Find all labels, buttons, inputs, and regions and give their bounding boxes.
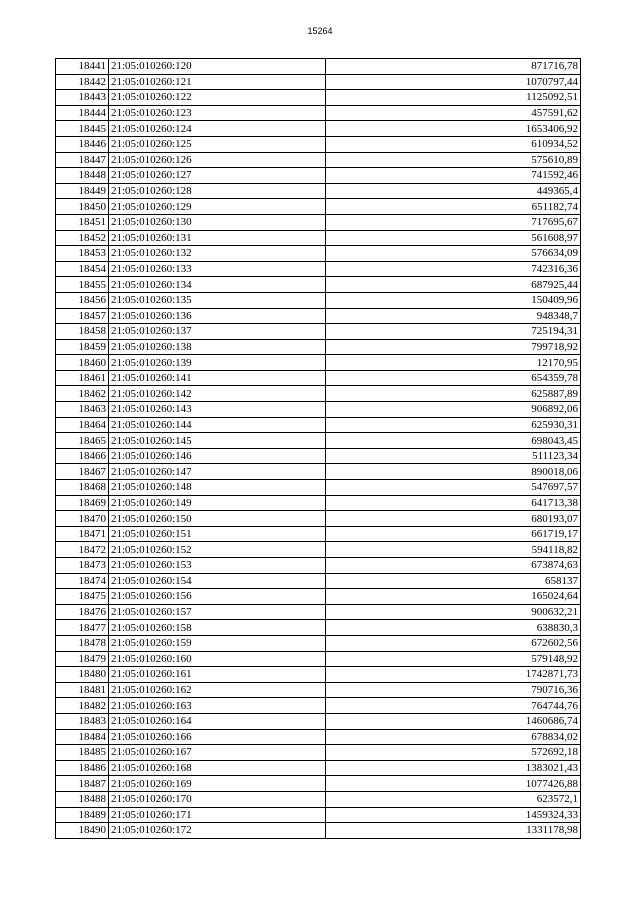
cadastral-number-cell: 21:05:010260:160	[109, 651, 326, 667]
row-number-cell: 18465	[56, 433, 109, 449]
row-number-cell: 18487	[56, 776, 109, 792]
value-cell: 698043,45	[326, 433, 581, 449]
row-number-cell: 18481	[56, 682, 109, 698]
cadastral-number-cell: 21:05:010260:167	[109, 745, 326, 761]
value-cell: 625887,89	[326, 386, 581, 402]
row-number-cell: 18480	[56, 667, 109, 683]
table-row	[56, 277, 581, 293]
row-number-cell: 18464	[56, 417, 109, 433]
row-number-cell: 18452	[56, 230, 109, 246]
value-cell: 890018,06	[326, 464, 581, 480]
row-number-cell: 18456	[56, 292, 109, 308]
page-number: 15264	[307, 26, 333, 36]
row-number-cell: 18450	[56, 199, 109, 215]
value-cell: 1383021,43	[326, 760, 581, 776]
table-row	[56, 168, 581, 184]
row-number-cell: 18472	[56, 542, 109, 558]
row-number-cell: 18478	[56, 635, 109, 651]
value-cell: 1077426,88	[326, 776, 581, 792]
cadastral-number-cell: 21:05:010260:125	[109, 136, 326, 152]
table-row	[56, 745, 581, 761]
cadastral-number-cell: 21:05:010260:121	[109, 74, 326, 90]
value-cell: 661719,17	[326, 526, 581, 542]
cadastral-number-cell: 21:05:010260:164	[109, 713, 326, 729]
cadastral-number-cell: 21:05:010260:151	[109, 526, 326, 542]
value-cell: 658137	[326, 573, 581, 589]
value-cell: 651182,74	[326, 199, 581, 215]
row-number-cell: 18460	[56, 355, 109, 371]
value-cell: 1742871,73	[326, 667, 581, 683]
table-row	[56, 620, 581, 636]
value-cell: 575610,89	[326, 152, 581, 168]
table-row	[56, 370, 581, 386]
cadastral-number-cell: 21:05:010260:157	[109, 604, 326, 620]
table-row	[56, 292, 581, 308]
row-number-cell: 18443	[56, 90, 109, 106]
value-cell: 1331178,98	[326, 823, 581, 839]
row-number-cell: 18448	[56, 168, 109, 184]
row-number-cell: 18469	[56, 495, 109, 511]
table-row	[56, 776, 581, 792]
row-number-cell: 18473	[56, 558, 109, 574]
cadastral-number-cell: 21:05:010260:127	[109, 168, 326, 184]
cadastral-number-cell: 21:05:010260:141	[109, 370, 326, 386]
cadastral-number-cell: 21:05:010260:163	[109, 698, 326, 714]
table-row	[56, 261, 581, 277]
table-row	[56, 308, 581, 324]
row-number-cell: 18471	[56, 526, 109, 542]
table-row	[56, 604, 581, 620]
table-row	[56, 807, 581, 823]
row-number-cell: 18490	[56, 823, 109, 839]
table-row	[56, 464, 581, 480]
row-number-cell: 18463	[56, 402, 109, 418]
value-cell: 900632,21	[326, 604, 581, 620]
value-cell: 638830,3	[326, 620, 581, 636]
row-number-cell: 18462	[56, 386, 109, 402]
value-cell: 871716,78	[326, 59, 581, 75]
table-row	[56, 448, 581, 464]
value-cell: 672602,56	[326, 635, 581, 651]
value-cell: 764744,76	[326, 698, 581, 714]
table-row	[56, 651, 581, 667]
cadastral-number-cell: 21:05:010260:144	[109, 417, 326, 433]
row-number-cell: 18458	[56, 324, 109, 340]
value-cell: 610934,52	[326, 136, 581, 152]
row-number-cell: 18489	[56, 807, 109, 823]
cadastral-number-cell: 21:05:010260:131	[109, 230, 326, 246]
value-cell: 572692,18	[326, 745, 581, 761]
table-row	[56, 667, 581, 683]
table-row	[56, 59, 581, 75]
table-row	[56, 713, 581, 729]
table-row	[56, 355, 581, 371]
table-row	[56, 121, 581, 137]
cadastral-number-cell: 21:05:010260:139	[109, 355, 326, 371]
table-row	[56, 199, 581, 215]
row-number-cell: 18479	[56, 651, 109, 667]
cadastral-number-cell: 21:05:010260:156	[109, 589, 326, 605]
table-row	[56, 90, 581, 106]
table-row	[56, 433, 581, 449]
cadastral-number-cell: 21:05:010260:128	[109, 183, 326, 199]
cadastral-number-cell: 21:05:010260:169	[109, 776, 326, 792]
value-cell: 641713,38	[326, 495, 581, 511]
table-row	[56, 698, 581, 714]
table-row	[56, 511, 581, 527]
cadastral-number-cell: 21:05:010260:170	[109, 791, 326, 807]
value-cell: 561608,97	[326, 230, 581, 246]
cadastral-number-cell: 21:05:010260:132	[109, 246, 326, 262]
row-number-cell: 18474	[56, 573, 109, 589]
cadastral-number-cell: 21:05:010260:171	[109, 807, 326, 823]
row-number-cell: 18451	[56, 214, 109, 230]
table-row	[56, 402, 581, 418]
row-number-cell: 18461	[56, 370, 109, 386]
cadastral-number-cell: 21:05:010260:134	[109, 277, 326, 293]
value-cell: 654359,78	[326, 370, 581, 386]
row-number-cell: 18467	[56, 464, 109, 480]
table-row	[56, 324, 581, 340]
cadastral-number-cell: 21:05:010260:158	[109, 620, 326, 636]
table-row	[56, 495, 581, 511]
table-row	[56, 589, 581, 605]
table-row	[56, 230, 581, 246]
value-cell: 790716,36	[326, 682, 581, 698]
row-number-cell: 18445	[56, 121, 109, 137]
value-cell: 165024,64	[326, 589, 581, 605]
row-number-cell: 18442	[56, 74, 109, 90]
value-cell: 1460686,74	[326, 713, 581, 729]
row-number-cell: 18477	[56, 620, 109, 636]
row-number-cell: 18441	[56, 59, 109, 75]
cadastral-number-cell: 21:05:010260:150	[109, 511, 326, 527]
row-number-cell: 18476	[56, 604, 109, 620]
table-row	[56, 823, 581, 839]
cadastral-number-cell: 21:05:010260:126	[109, 152, 326, 168]
cadastral-number-cell: 21:05:010260:143	[109, 402, 326, 418]
value-cell: 457591,62	[326, 105, 581, 121]
value-cell: 625930,31	[326, 417, 581, 433]
cadastral-number-cell: 21:05:010260:136	[109, 308, 326, 324]
value-cell: 1459324,33	[326, 807, 581, 823]
row-number-cell: 18475	[56, 589, 109, 605]
cadastral-number-cell: 21:05:010260:166	[109, 729, 326, 745]
cadastral-number-cell: 21:05:010260:154	[109, 573, 326, 589]
value-cell: 547697,57	[326, 480, 581, 496]
cadastral-number-cell: 21:05:010260:145	[109, 433, 326, 449]
value-cell: 576634,09	[326, 246, 581, 262]
value-cell: 717695,67	[326, 214, 581, 230]
table-row	[56, 74, 581, 90]
cadastral-number-cell: 21:05:010260:129	[109, 199, 326, 215]
cadastral-number-cell: 21:05:010260:120	[109, 59, 326, 75]
cadastral-number-cell: 21:05:010260:161	[109, 667, 326, 683]
table-row	[56, 573, 581, 589]
row-number-cell: 18446	[56, 136, 109, 152]
cadastral-number-cell: 21:05:010260:148	[109, 480, 326, 496]
row-number-cell: 18485	[56, 745, 109, 761]
row-number-cell: 18447	[56, 152, 109, 168]
table-row	[56, 105, 581, 121]
table-row	[56, 635, 581, 651]
value-cell: 741592,46	[326, 168, 581, 184]
cadastral-number-cell: 21:05:010260:138	[109, 339, 326, 355]
row-number-cell: 18470	[56, 511, 109, 527]
cadastral-number-cell: 21:05:010260:153	[109, 558, 326, 574]
table-row	[56, 682, 581, 698]
cadastral-number-cell: 21:05:010260:168	[109, 760, 326, 776]
row-number-cell: 18455	[56, 277, 109, 293]
row-number-cell: 18468	[56, 480, 109, 496]
row-number-cell: 18453	[56, 246, 109, 262]
table-row	[56, 246, 581, 262]
value-cell: 12170,95	[326, 355, 581, 371]
row-number-cell: 18488	[56, 791, 109, 807]
row-number-cell: 18483	[56, 713, 109, 729]
cadastral-number-cell: 21:05:010260:147	[109, 464, 326, 480]
table-row	[56, 339, 581, 355]
table-row	[56, 729, 581, 745]
cadastral-number-cell: 21:05:010260:122	[109, 90, 326, 106]
value-cell: 673874,63	[326, 558, 581, 574]
row-number-cell: 18454	[56, 261, 109, 277]
value-cell: 948348,7	[326, 308, 581, 324]
table-row	[56, 760, 581, 776]
cadastral-number-cell: 21:05:010260:159	[109, 635, 326, 651]
table-row	[56, 791, 581, 807]
table-row	[56, 480, 581, 496]
cadastral-number-cell: 21:05:010260:130	[109, 214, 326, 230]
value-cell: 687925,44	[326, 277, 581, 293]
value-cell: 511123,34	[326, 448, 581, 464]
cadastral-number-cell: 21:05:010260:133	[109, 261, 326, 277]
value-cell: 678834,02	[326, 729, 581, 745]
table-row	[56, 417, 581, 433]
cadastral-number-cell: 21:05:010260:146	[109, 448, 326, 464]
value-cell: 742316,36	[326, 261, 581, 277]
row-number-cell: 18457	[56, 308, 109, 324]
value-cell: 1125092,51	[326, 90, 581, 106]
value-cell: 799718,92	[326, 339, 581, 355]
row-number-cell: 18486	[56, 760, 109, 776]
cadastral-number-cell: 21:05:010260:152	[109, 542, 326, 558]
cadastral-number-cell: 21:05:010260:149	[109, 495, 326, 511]
table-row	[56, 386, 581, 402]
cadastral-number-cell: 21:05:010260:172	[109, 823, 326, 839]
table-row	[56, 152, 581, 168]
value-cell: 1070797,44	[326, 74, 581, 90]
row-number-cell: 18482	[56, 698, 109, 714]
cadastral-number-cell: 21:05:010260:124	[109, 121, 326, 137]
cadastral-number-cell: 21:05:010260:123	[109, 105, 326, 121]
row-number-cell: 18466	[56, 448, 109, 464]
table-body	[56, 59, 581, 839]
cadastral-number-cell: 21:05:010260:135	[109, 292, 326, 308]
row-number-cell: 18484	[56, 729, 109, 745]
value-cell: 594118,82	[326, 542, 581, 558]
cadastral-number-cell: 21:05:010260:142	[109, 386, 326, 402]
table-row	[56, 542, 581, 558]
table-row	[56, 214, 581, 230]
cadastral-number-cell: 21:05:010260:137	[109, 324, 326, 340]
table-row	[56, 526, 581, 542]
table-row	[56, 136, 581, 152]
value-cell: 906892,06	[326, 402, 581, 418]
row-number-cell: 18444	[56, 105, 109, 121]
value-cell: 1653406,92	[326, 121, 581, 137]
row-number-cell: 18459	[56, 339, 109, 355]
value-cell: 449365,4	[326, 183, 581, 199]
value-cell: 725194,31	[326, 324, 581, 340]
value-cell: 150409,96	[326, 292, 581, 308]
table-row	[56, 183, 581, 199]
value-cell: 579148,92	[326, 651, 581, 667]
cadastral-value-table	[55, 58, 581, 839]
cadastral-number-cell: 21:05:010260:162	[109, 682, 326, 698]
row-number-cell: 18449	[56, 183, 109, 199]
value-cell: 623572,1	[326, 791, 581, 807]
table-row	[56, 558, 581, 574]
value-cell: 680193,07	[326, 511, 581, 527]
